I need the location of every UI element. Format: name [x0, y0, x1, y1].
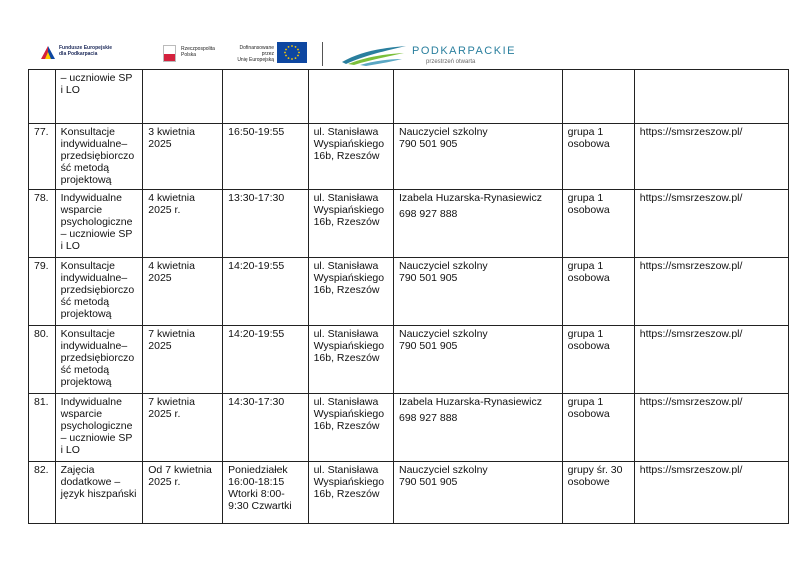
cell-date: 7 kwietnia 2025	[143, 326, 223, 394]
cell-link[interactable]: https://smsrzeszow.pl/	[634, 326, 788, 394]
cell-person	[393, 258, 562, 326]
rzeczpospolita-text	[181, 46, 215, 58]
cell-num: 79.	[29, 258, 56, 326]
cell-time: 16:50-19:55	[223, 124, 308, 190]
cell-time	[223, 70, 308, 124]
podkarpackie-name: PODKARPACKIE	[412, 45, 516, 57]
person-phone: 790 501 905	[398, 340, 458, 352]
fundusze-europejskie-text	[59, 45, 112, 57]
cell-date	[143, 70, 223, 124]
cell-num: 80.	[29, 326, 56, 394]
cell-person	[393, 190, 562, 258]
cell-time: 14:20-19:55	[223, 326, 308, 394]
person-name: Nauczyciel szkolny	[398, 260, 488, 272]
cell-group: grupa 1 osobowa	[562, 326, 634, 394]
person-name: Nauczyciel szkolny	[398, 328, 488, 340]
cell-group: grupa 1 osobowa	[562, 394, 634, 462]
cell-num: 82.	[29, 462, 56, 524]
schedule-table	[28, 69, 789, 524]
logo-separator	[322, 42, 323, 66]
cell-link[interactable]: https://smsrzeszow.pl/	[634, 190, 788, 258]
polish-flag-icon	[163, 45, 176, 62]
cell-topic: Konsultacje indywidualne– przedsiębiorczo ść metodą projektową	[55, 124, 143, 190]
cell-num: 78.	[29, 190, 56, 258]
fe-line-1: Fundusze Europejskie	[59, 45, 113, 51]
cell-link[interactable]: https://smsrzeszow.pl/	[634, 124, 788, 190]
cell-link[interactable]: https://smsrzeszow.pl/	[634, 258, 788, 326]
cell-place: ul. Stanisława Wyspiańskiego 16b, Rzeszów	[308, 258, 393, 326]
eu-flag-icon	[277, 42, 307, 63]
cell-place	[308, 70, 393, 124]
cell-topic: Zajęcia dodatkowe – język hiszpański	[55, 462, 143, 524]
eu-funding-text	[232, 45, 274, 63]
cell-date: 3 kwietnia 2025	[143, 124, 223, 190]
cell-person	[393, 124, 562, 190]
table-row	[29, 394, 789, 462]
cell-link	[634, 70, 788, 124]
cell-link[interactable]: https://smsrzeszow.pl/	[634, 462, 788, 524]
cell-person	[393, 394, 562, 462]
cell-person	[393, 462, 562, 524]
cell-group: grupy śr. 30 osobowe	[562, 462, 634, 524]
cell-place: ul. Stanisława Wyspiańskiego 16b, Rzeszów	[308, 462, 393, 524]
cell-num: 81.	[29, 394, 56, 462]
rp-line-2: Polska	[181, 52, 197, 58]
cell-num	[29, 70, 56, 124]
person-name: Nauczyciel szkolny	[398, 126, 488, 138]
table-row	[29, 258, 789, 326]
cell-num: 77.	[29, 124, 56, 190]
cell-place: ul. Stanisława Wyspiańskiego 16b, Rzeszów	[308, 394, 393, 462]
cell-place: ul. Stanisława Wyspiańskiego 16b, Rzeszów	[308, 190, 393, 258]
cell-group: grupa 1 osobowa	[562, 258, 634, 326]
cell-date: 7 kwietnia 2025 r.	[143, 394, 223, 462]
cell-topic: – uczniowie SP i LO	[55, 70, 143, 124]
podkarpackie-logo	[340, 40, 520, 68]
person-name: Izabela Huzarska-Rynasiewicz	[398, 396, 542, 408]
cell-group: grupa 1 osobowa	[562, 190, 634, 258]
person-phone: 790 501 905	[398, 138, 458, 150]
eu-line-2: Unię Europejską	[237, 57, 274, 63]
podkarpackie-subtitle: przestrzeń otwarta	[426, 59, 476, 65]
fundusze-europejskie-logo	[40, 43, 150, 63]
cell-topic: Indywidualne wsparcie psychologiczne – uczniowie SP i LO	[55, 394, 143, 462]
cell-place: ul. Stanisława Wyspiańskiego 16b, Rzeszów	[308, 326, 393, 394]
table-row	[29, 124, 789, 190]
table-row	[29, 462, 789, 524]
table-row	[29, 190, 789, 258]
cell-date: Od 7 kwietnia 2025 r.	[143, 462, 223, 524]
cell-topic: Indywidualne wsparcie psychologiczne – uczniowie SP i LO	[55, 190, 143, 258]
cell-time: 13:30-17:30	[223, 190, 308, 258]
cell-group: grupa 1 osobowa	[562, 124, 634, 190]
cell-time: 14:20-19:55	[223, 258, 308, 326]
person-name: Nauczyciel szkolny	[398, 464, 488, 476]
cell-topic: Konsultacje indywidualne– przedsiębiorczo ść metodą projektową	[55, 258, 143, 326]
cell-date: 4 kwietnia 2025 r.	[143, 190, 223, 258]
table-row-partial	[29, 70, 789, 124]
eu-line-1: Dofinansowane przez	[239, 45, 274, 57]
person-phone: 790 501 905	[398, 272, 458, 284]
podkarpackie-wave-icon	[340, 42, 408, 66]
cell-topic: Konsultacje indywidualne– przedsiębiorczo ść metodą projektową	[55, 326, 143, 394]
cell-place: ul. Stanisława Wyspiańskiego 16b, Rzeszów	[308, 124, 393, 190]
cell-person	[393, 70, 562, 124]
person-name: Izabela Huzarska-Rynasiewicz	[398, 192, 542, 204]
rp-line-1: Rzeczpospolita	[181, 46, 215, 52]
eu-funding-logo	[232, 42, 312, 66]
table-row	[29, 326, 789, 394]
person-phone: 698 927 888	[398, 412, 458, 424]
cell-person	[393, 326, 562, 394]
cell-date: 4 kwietnia 2025	[143, 258, 223, 326]
rzeczpospolita-logo	[163, 45, 223, 65]
cell-time: Poniedziałek 16:00-18:15 Wtorki 8:00-9:30 Czwartki	[223, 462, 308, 524]
person-phone: 790 501 905	[398, 476, 458, 488]
fundusze-europejskie-mark-icon	[40, 43, 56, 60]
cell-link[interactable]: https://smsrzeszow.pl/	[634, 394, 788, 462]
fe-line-2: dla Podkarpacia	[59, 51, 98, 57]
person-phone: 698 927 888	[398, 208, 458, 220]
page-header	[0, 0, 800, 70]
cell-time: 14:30-17:30	[223, 394, 308, 462]
cell-group	[562, 70, 634, 124]
